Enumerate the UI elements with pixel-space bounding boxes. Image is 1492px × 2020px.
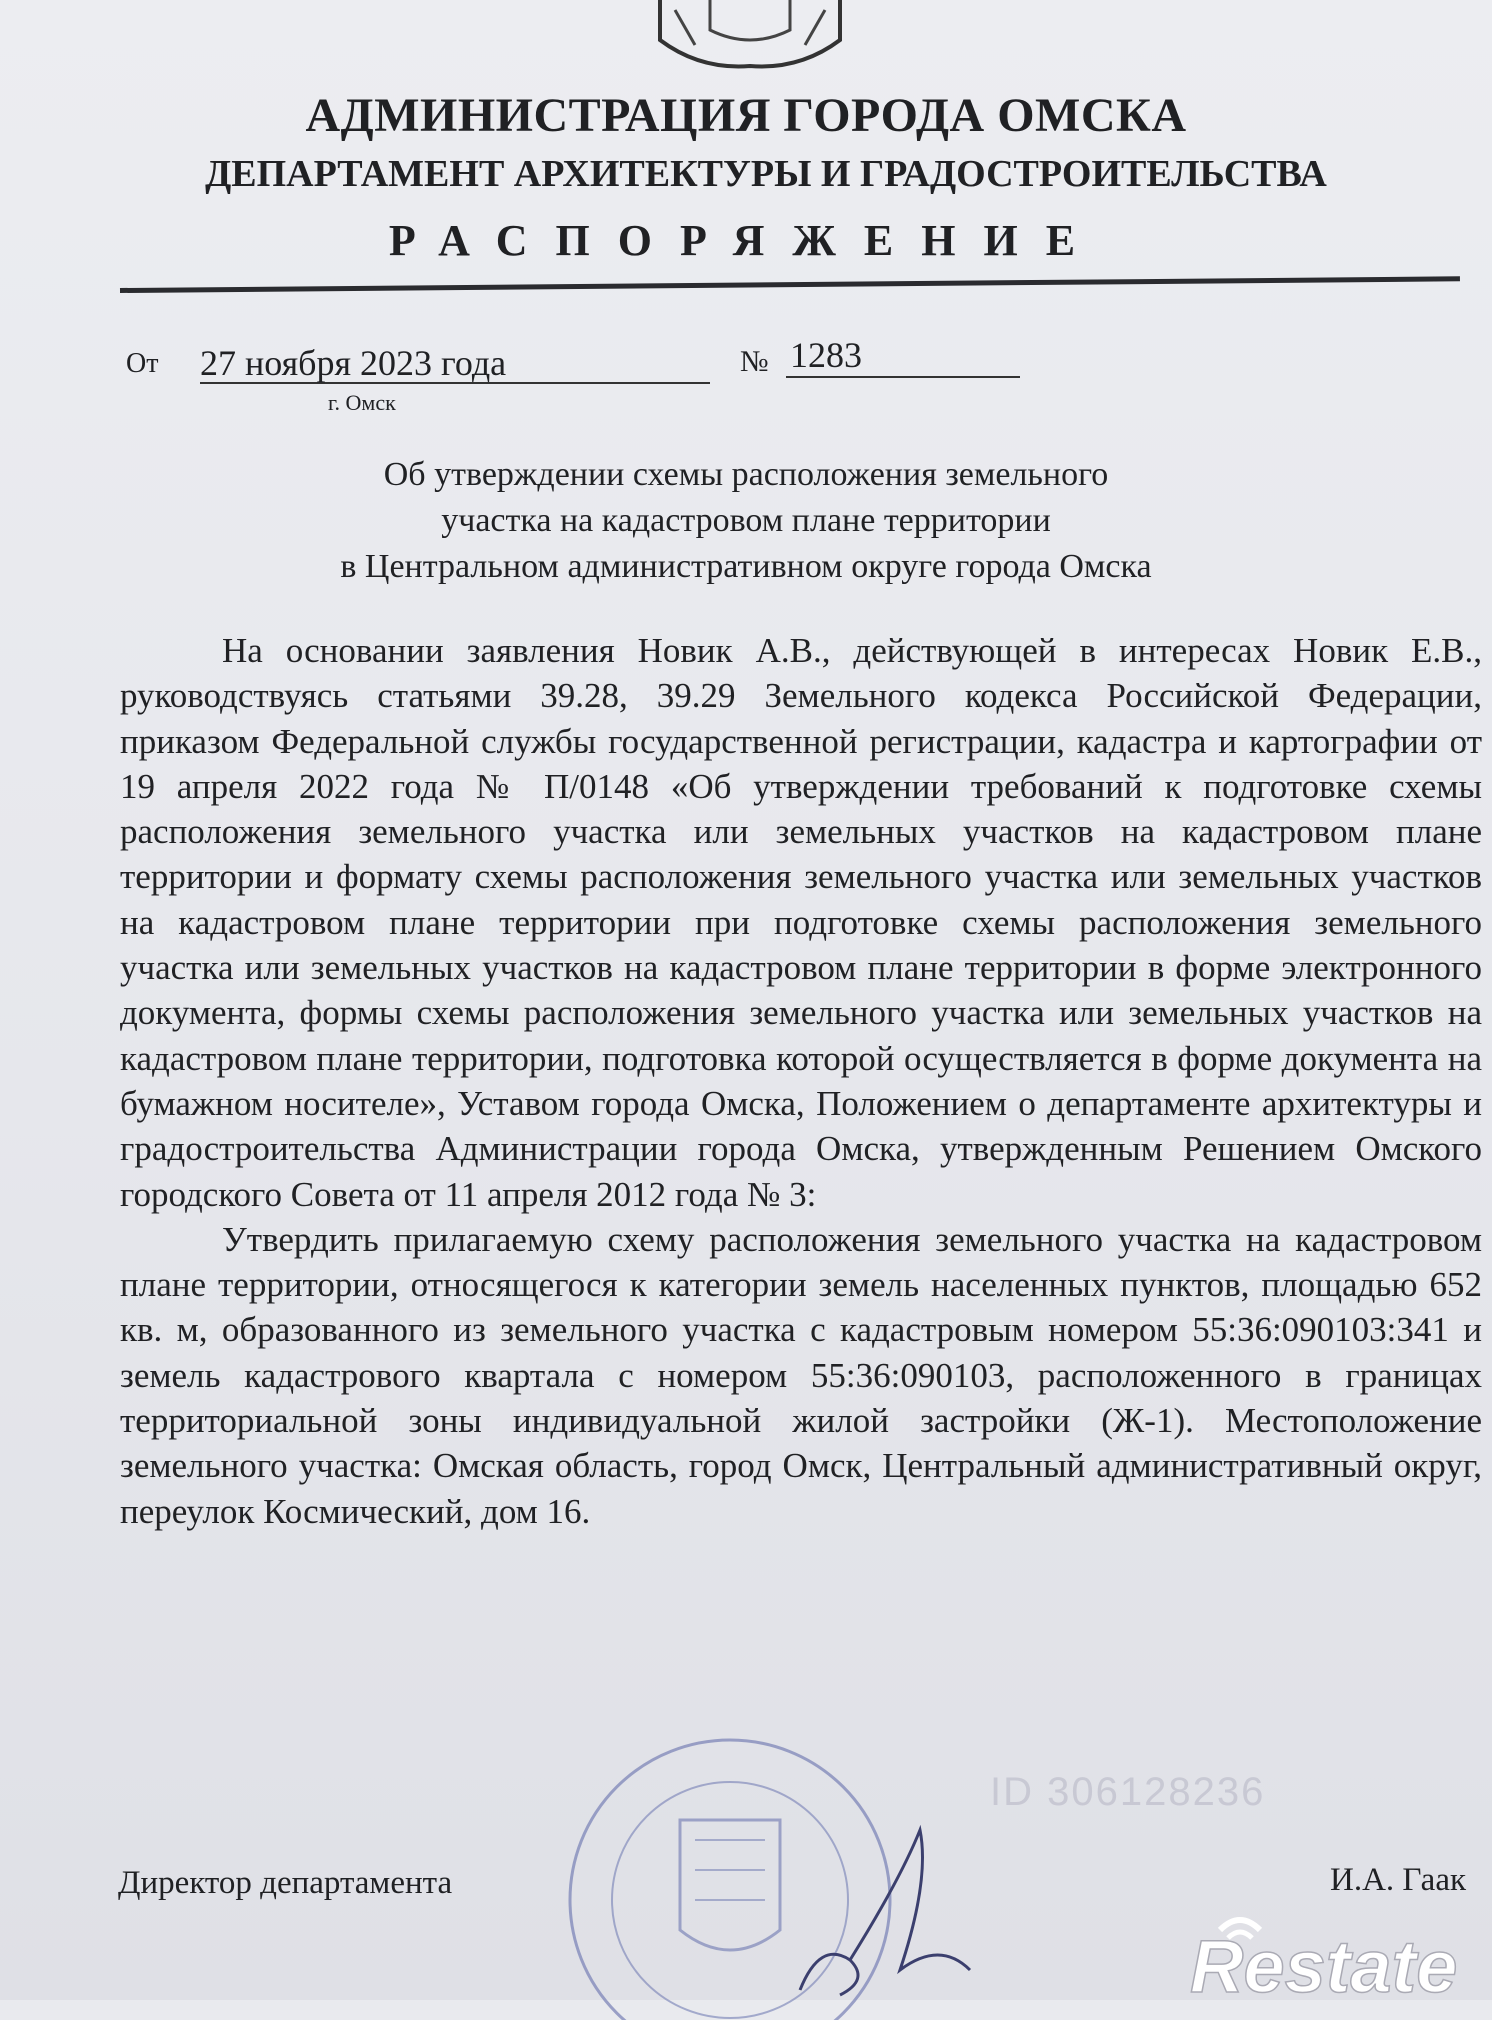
- document-date: 27 ноября 2023 года: [200, 342, 710, 384]
- organization-title: АДМИНИСТРАЦИЯ ГОРОДА ОМСКА: [305, 89, 1187, 142]
- subject-line-1: Об утверждении схемы расположения земельного: [383, 456, 1109, 493]
- handwritten-signature: [780, 1820, 980, 2000]
- date-prefix: От: [126, 348, 159, 379]
- restate-logo-icon: [1180, 1910, 1492, 2000]
- department-title: ДЕПАРТАМЕНТ АРХИТЕКТУРЫ И ГРАДОСТРОИТЕЛЬСТВА: [205, 153, 1327, 195]
- header-divider: [120, 276, 1460, 293]
- signer-name: И.А. Гаак: [1330, 1862, 1466, 1898]
- signer-position: Директор департамента: [118, 1865, 453, 1901]
- document-city: г. Омск: [328, 390, 396, 415]
- svg-text:Restate: Restate: [1190, 1925, 1458, 2000]
- document-number: 1283: [786, 334, 1020, 378]
- watermark-id: ID 306128236: [990, 1770, 1266, 1814]
- document-subject: [0, 452, 1492, 590]
- document-type-title: РАСПОРЯЖЕНИЕ: [388, 216, 1104, 265]
- subject-line-3: в Центральном административном округе города Омска: [340, 548, 1152, 585]
- coat-of-arms-icon: [640, 0, 860, 70]
- body-paragraph-basis: На основании заявления Новик А.В., действующей в интересах Новик Е.В., руководствуясь статьями 39.28, 39.29 Земельного кодекса Российской Федерации, приказом Федеральной службы государственной регистрации, кадастра и картографии от 19 апреля 2022 года № П/0148 «Об утверждении требований к подготовке схемы расположения земельного участка или земельных участков на кадастровом плане территории и формату схемы расположения земельного участка или земельных участков на кадастровом плане территории при подготовке схемы расположения земельного участка или земельных участков на кадастровом плане территории в форме электронного документа, формы схемы расположения земельного участка или земельных участков на кадастровом плане территории, подготовка которой осуществляется в форме документа на бумажном носителе», Уставом города Омска, Положением о департаменте архитектуры и градостроительства Администрации города Омска, утвержденным Решением Омского городского Совета от 11 апреля 2012 года № 3:: [120, 631, 1482, 1214]
- number-label: №: [740, 345, 769, 378]
- body-paragraph-decision: Утвердить прилагаемую схему расположения земельного участка на кадастровом плане территории, относящегося к категории земель населенных пунктов, площадью 652 кв. м, образованного из земельного участка с кадастровым номером 55:36:090103:341 и земель кадастрового квартала с номером 55:36:090103, расположенного в границах территориальной зоны индивидуальной жилой застройки (Ж-1). Местоположение земельного участка: Омская область, город Омск, Центральный административный округ, переулок Космический, дом 16.: [120, 1219, 1482, 1531]
- document-body: [120, 628, 1482, 1534]
- subject-line-2: участка на кадастровом плане территории: [441, 502, 1051, 539]
